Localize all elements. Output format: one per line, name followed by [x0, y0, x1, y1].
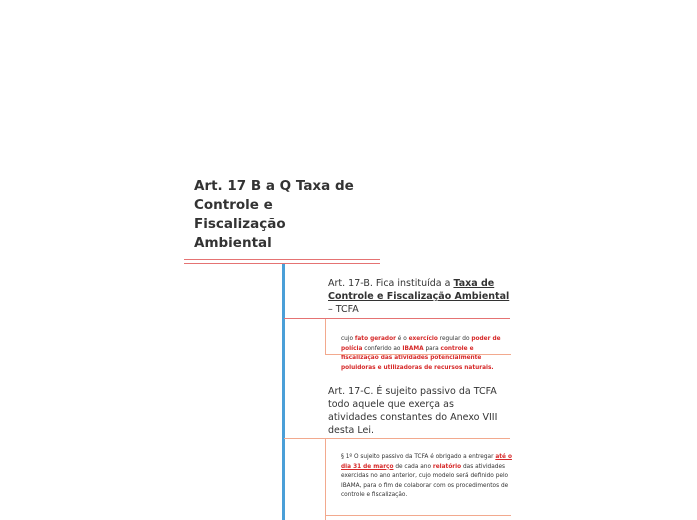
text-span: das atividades exercidas no ano anterior, cujo modelo será definido pelo IBAMA, para o fim de colaborar com os procedimentos de controle e fiscalização. — [341, 463, 509, 498]
art17b-prefix: Art. 17-B. Fica instituída a — [328, 278, 454, 289]
art17b-suffix: – TCFA — [328, 304, 359, 315]
node-art17c[interactable]: Art. 17-C. É sujeito passivo da TCFA todo aquele que exerça as atividades constantes do Anexo VIII desta Lei. — [328, 386, 498, 436]
text-span: regular do — [437, 336, 472, 342]
art17c-paragraph-underline — [325, 515, 511, 516]
text-span: de cada ano — [393, 463, 433, 470]
art17b-detail-underline — [325, 354, 511, 355]
main-trunk-line — [282, 264, 285, 520]
art17c-branch-line — [325, 439, 326, 520]
art17b-branch-line — [325, 319, 326, 354]
text-span: para — [423, 345, 441, 352]
highlight-31-marco: até o dia 31 de março — [341, 454, 512, 470]
highlight-fato-gerador: fato gerador — [354, 336, 396, 342]
highlight-poder-policia: poder de polícia — [341, 336, 501, 352]
highlight-relatorio: relatório — [432, 463, 462, 470]
root-underline-top — [184, 259, 380, 260]
text-span: é o — [395, 336, 409, 342]
highlight-exercicio: exercício — [408, 336, 438, 342]
root-topic-title[interactable]: Art. 17 B a Q Taxa de Controle e Fiscalização Ambiental — [194, 178, 354, 251]
node-art17c-paragraph-1[interactable] — [341, 453, 516, 501]
highlight-ibama: IBAMA — [402, 345, 424, 352]
art17b-link[interactable]: Taxa de Controle e Fiscalização Ambiental — [328, 278, 510, 302]
art17c-underline — [284, 438, 510, 439]
text-span: conferido ao — [362, 345, 403, 352]
text-span: cujo — [341, 336, 355, 342]
art17b-underline — [284, 318, 510, 319]
text-span: § 1º O sujeito passivo da TCFA é obrigado a entregar — [341, 454, 496, 460]
highlight-controle: controle e fiscalização das atividades potencialmente poluidoras e utilizadoras de recursos naturais. — [341, 345, 494, 371]
node-art17b[interactable] — [328, 277, 513, 316]
